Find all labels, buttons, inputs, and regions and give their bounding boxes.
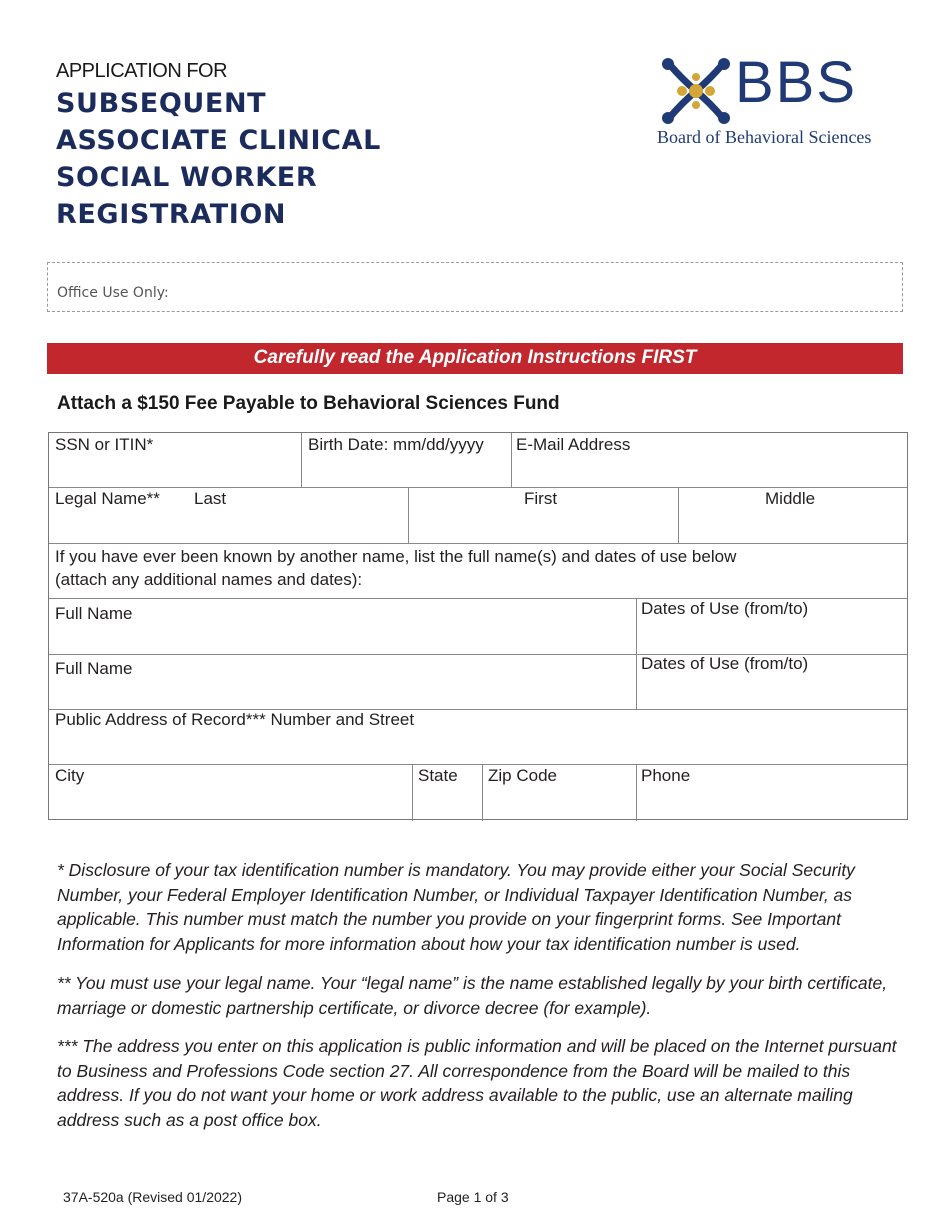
phone-field[interactable]: Phone <box>641 766 691 785</box>
note-legal-name: ** You must use your legal name. Your “legal name” is the name established legally by your birth certificate, marriage or domestic partnership certificate, or divorce decree (for example). <box>57 973 888 1018</box>
page-number: Page 1 of 3 <box>437 1189 509 1205</box>
city-field[interactable]: City <box>55 766 85 785</box>
state-field[interactable]: State <box>418 766 458 785</box>
title-line-4: REGISTRATION <box>56 199 287 230</box>
office-use-label: Office Use Only: <box>57 285 169 301</box>
instructions-banner: Carefully read the Application Instructions FIRST <box>47 343 903 374</box>
office-use-box <box>47 262 903 312</box>
dates-of-use-field-2[interactable]: Dates of Use (from/to) <box>641 654 809 673</box>
last-name-field[interactable]: Last <box>194 489 227 508</box>
dates-of-use-field-1[interactable]: Dates of Use (from/to) <box>641 599 809 618</box>
birth-date-field[interactable]: Birth Date: mm/dd/yyyy <box>308 435 484 454</box>
logo-mark-icon <box>660 57 732 125</box>
note-public-address: *** The address you enter on this application is public information and will be placed on the Internet pursuant to Business and Professions Code section 27. All correspondence from the Board will be mailed to this address. If you do not want your home or work address available to the public, use an alternate mailing address such as a post office box. <box>57 1036 897 1130</box>
title-line-2: ASSOCIATE CLINICAL <box>56 125 381 156</box>
zip-field[interactable]: Zip Code <box>488 766 557 785</box>
middle-name-field[interactable]: Middle <box>765 489 816 508</box>
ssn-field[interactable]: SSN or ITIN* <box>55 435 154 454</box>
form-id: 37A-520a (Revised 01/2022) <box>63 1189 243 1205</box>
email-field[interactable]: E-Mail Address <box>516 435 631 454</box>
first-name-field[interactable]: First <box>524 489 558 508</box>
note-tax-id: * Disclosure of your tax identification number is mandatory. You may provide either your Social Security Number, your Federal Employer Identification Number, or Individual Taxpayer Identification Number, as applicable. This number must match the number you provide on your fingerprint forms. See Important Information for Applicants for more information about how your tax identification number is used. <box>57 860 855 954</box>
address-field[interactable]: Public Address of Record*** Number and Street <box>55 710 415 729</box>
title-prefix: APPLICATION FOR <box>56 60 228 82</box>
applicant-form <box>48 432 908 820</box>
full-name-field-1[interactable]: Full Name <box>55 604 133 623</box>
fee-notice: Attach a $150 Fee Payable to Behavioral Sciences Fund <box>57 393 560 414</box>
bbs-logo <box>655 50 905 155</box>
other-names-instruction-2: (attach any additional names and dates): <box>55 570 363 589</box>
other-names-instruction-1: If you have ever been known by another name, list the full name(s) and dates of use below <box>55 547 737 566</box>
title-line-1: SUBSEQUENT <box>56 88 267 119</box>
legal-name-label: Legal Name** <box>55 489 160 508</box>
title-line-3: SOCIAL WORKER <box>56 162 318 193</box>
full-name-field-2[interactable]: Full Name <box>55 659 133 678</box>
logo-org-name: Board of Behavioral Sciences <box>657 127 872 147</box>
logo-acronym: BBS <box>735 50 858 115</box>
